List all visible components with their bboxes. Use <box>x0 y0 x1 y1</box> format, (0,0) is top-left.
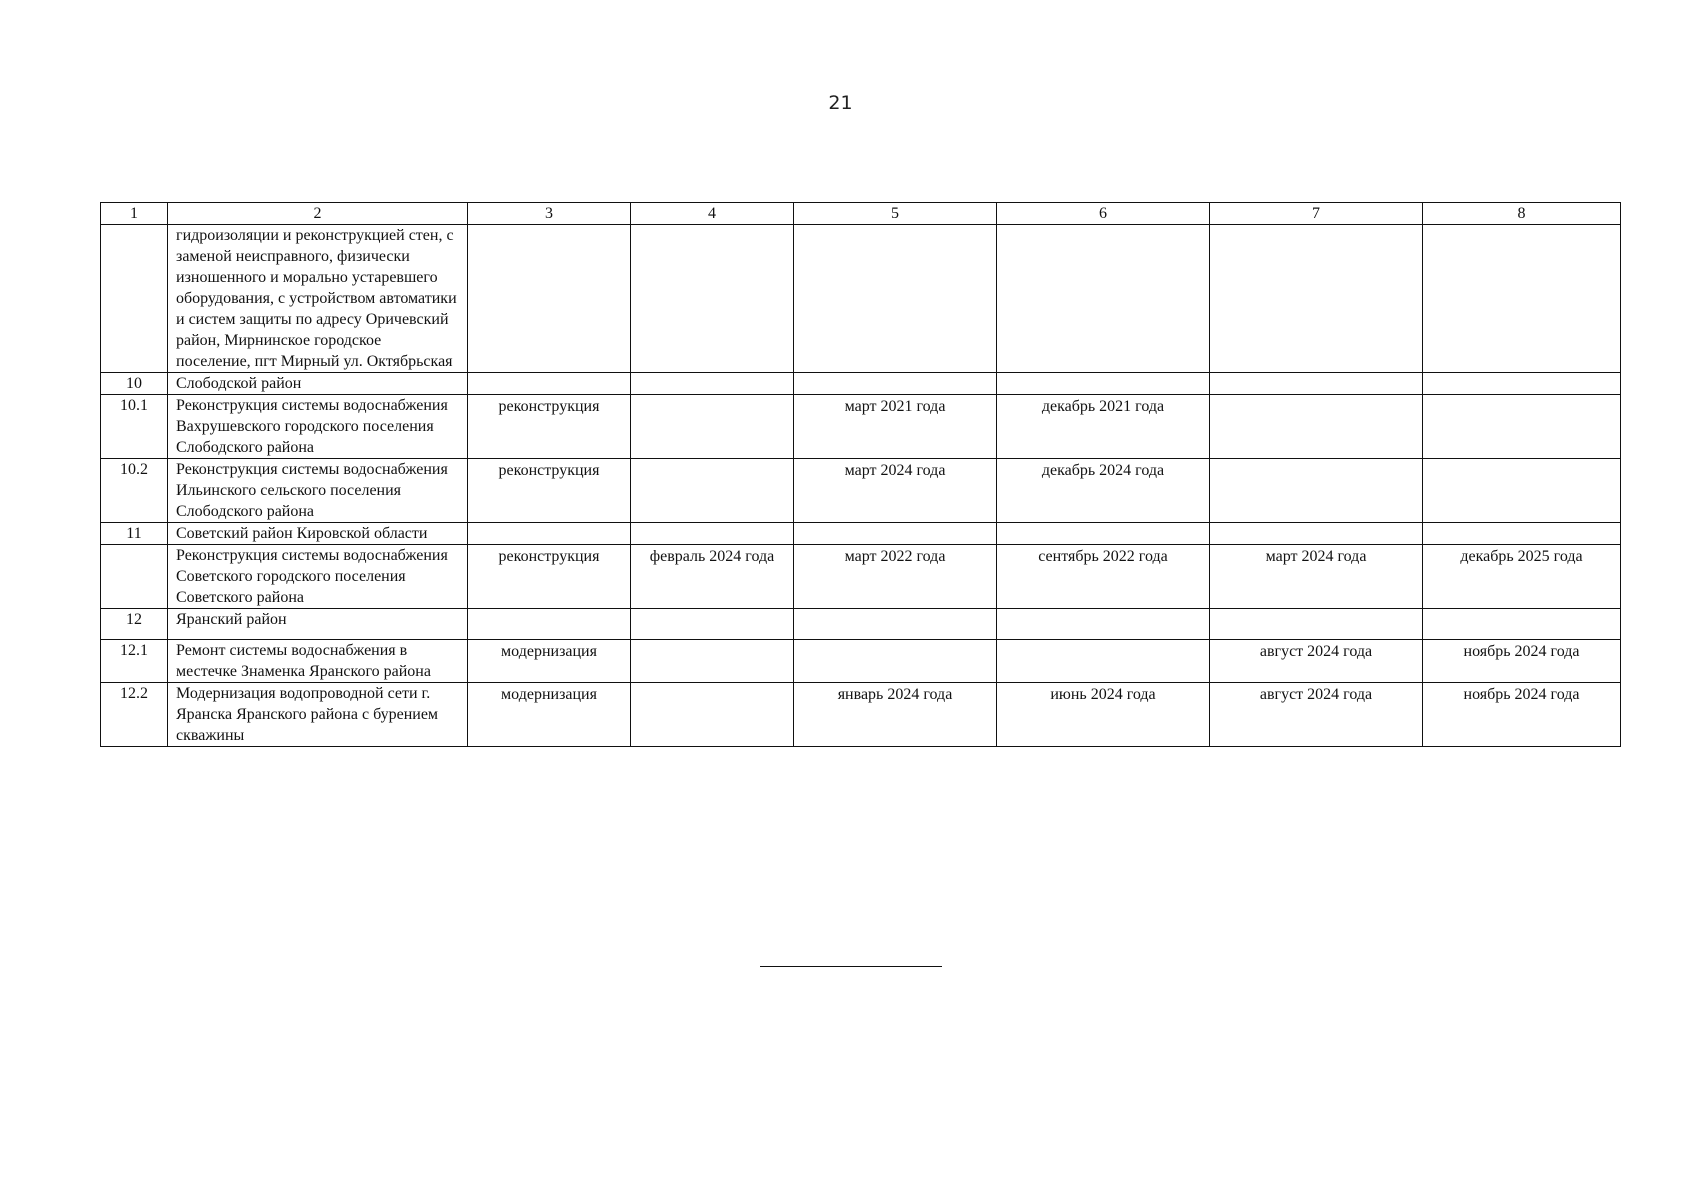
row-col-6: сентябрь 2022 года <box>997 545 1210 609</box>
row-col-7 <box>1210 395 1423 459</box>
row-col-4: февраль 2024 года <box>631 545 794 609</box>
row-type: реконструкция <box>468 395 631 459</box>
row-col-4 <box>631 225 794 373</box>
row-type: реконструкция <box>468 459 631 523</box>
row-col-8 <box>1423 395 1621 459</box>
row-number: 10.1 <box>101 395 168 459</box>
table-row <box>101 395 1621 459</box>
row-col-4 <box>631 395 794 459</box>
row-col-5 <box>794 225 997 373</box>
row-number: 12.2 <box>101 683 168 747</box>
row-col-5: март 2022 года <box>794 545 997 609</box>
row-col-8: ноябрь 2024 года <box>1423 640 1621 683</box>
row-type: модернизация <box>468 683 631 747</box>
page-number: 21 <box>828 92 853 114</box>
row-type: модернизация <box>468 640 631 683</box>
row-col-6 <box>997 640 1210 683</box>
table-row <box>101 683 1621 747</box>
row-number: 11 <box>101 523 168 545</box>
row-type: реконструкция <box>468 545 631 609</box>
row-col-8: декабрь 2025 года <box>1423 545 1621 609</box>
header-col-1: 1 <box>101 203 168 225</box>
row-number: 10.2 <box>101 459 168 523</box>
row-col-7 <box>1210 225 1423 373</box>
section-row <box>101 523 1621 545</box>
row-number: 12 <box>101 609 168 640</box>
schedule-table <box>100 202 1621 747</box>
row-col-4 <box>631 459 794 523</box>
row-col-4 <box>631 683 794 747</box>
row-col-5: март 2021 года <box>794 395 997 459</box>
row-number <box>101 545 168 609</box>
row-col-6: декабрь 2021 года <box>997 395 1210 459</box>
header-col-8: 8 <box>1423 203 1621 225</box>
row-col-5: март 2024 года <box>794 459 997 523</box>
header-col-6: 6 <box>997 203 1210 225</box>
row-name: Советский район Кировской области <box>168 523 468 545</box>
row-name: Слободской район <box>168 373 468 395</box>
row-col-7: март 2024 года <box>1210 545 1423 609</box>
row-col-6 <box>997 225 1210 373</box>
header-col-7: 7 <box>1210 203 1423 225</box>
end-rule <box>760 966 942 967</box>
row-col-8 <box>1423 225 1621 373</box>
row-col-8: ноябрь 2024 года <box>1423 683 1621 747</box>
row-name: Модернизация водопроводной сети г. Яранска Яранского района с бурением скважины <box>168 683 468 747</box>
row-type <box>468 225 631 373</box>
row-number <box>101 225 168 373</box>
row-number: 12.1 <box>101 640 168 683</box>
header-col-5: 5 <box>794 203 997 225</box>
row-number: 10 <box>101 373 168 395</box>
header-col-2: 2 <box>168 203 468 225</box>
row-name: Ремонт системы водоснабжения в местечке Знаменка Яранского района <box>168 640 468 683</box>
row-col-6: июнь 2024 года <box>997 683 1210 747</box>
header-col-4: 4 <box>631 203 794 225</box>
table-row <box>101 225 1621 373</box>
row-name: Реконструкция системы водоснабжения Ильинского сельского поселения Слободского района <box>168 459 468 523</box>
row-col-7: август 2024 года <box>1210 640 1423 683</box>
header-col-3: 3 <box>468 203 631 225</box>
row-name: Яранский район <box>168 609 468 640</box>
table-row <box>101 640 1621 683</box>
table-row <box>101 459 1621 523</box>
row-col-7: август 2024 года <box>1210 683 1423 747</box>
row-col-6: декабрь 2024 года <box>997 459 1210 523</box>
section-row <box>101 373 1621 395</box>
section-row <box>101 609 1621 640</box>
row-col-7 <box>1210 459 1423 523</box>
row-col-5 <box>794 640 997 683</box>
row-col-5: январь 2024 года <box>794 683 997 747</box>
row-name: Реконструкция системы водоснабжения Вахрушевского городского поселения Слободского района <box>168 395 468 459</box>
row-name: гидроизоляции и реконструкцией стен, с заменой неисправного, физически изношенного и морально устаревшего оборудования, с устройством автоматики и систем защиты по адресу Оричевский район, Мирнинское городское поселение, пгт Мирный ул. Октябрьская <box>168 225 468 373</box>
header-row <box>101 203 1621 225</box>
row-col-4 <box>631 640 794 683</box>
row-col-8 <box>1423 459 1621 523</box>
row-name: Реконструкция системы водоснабжения Советского городского поселения Советского района <box>168 545 468 609</box>
table-row <box>101 545 1621 609</box>
